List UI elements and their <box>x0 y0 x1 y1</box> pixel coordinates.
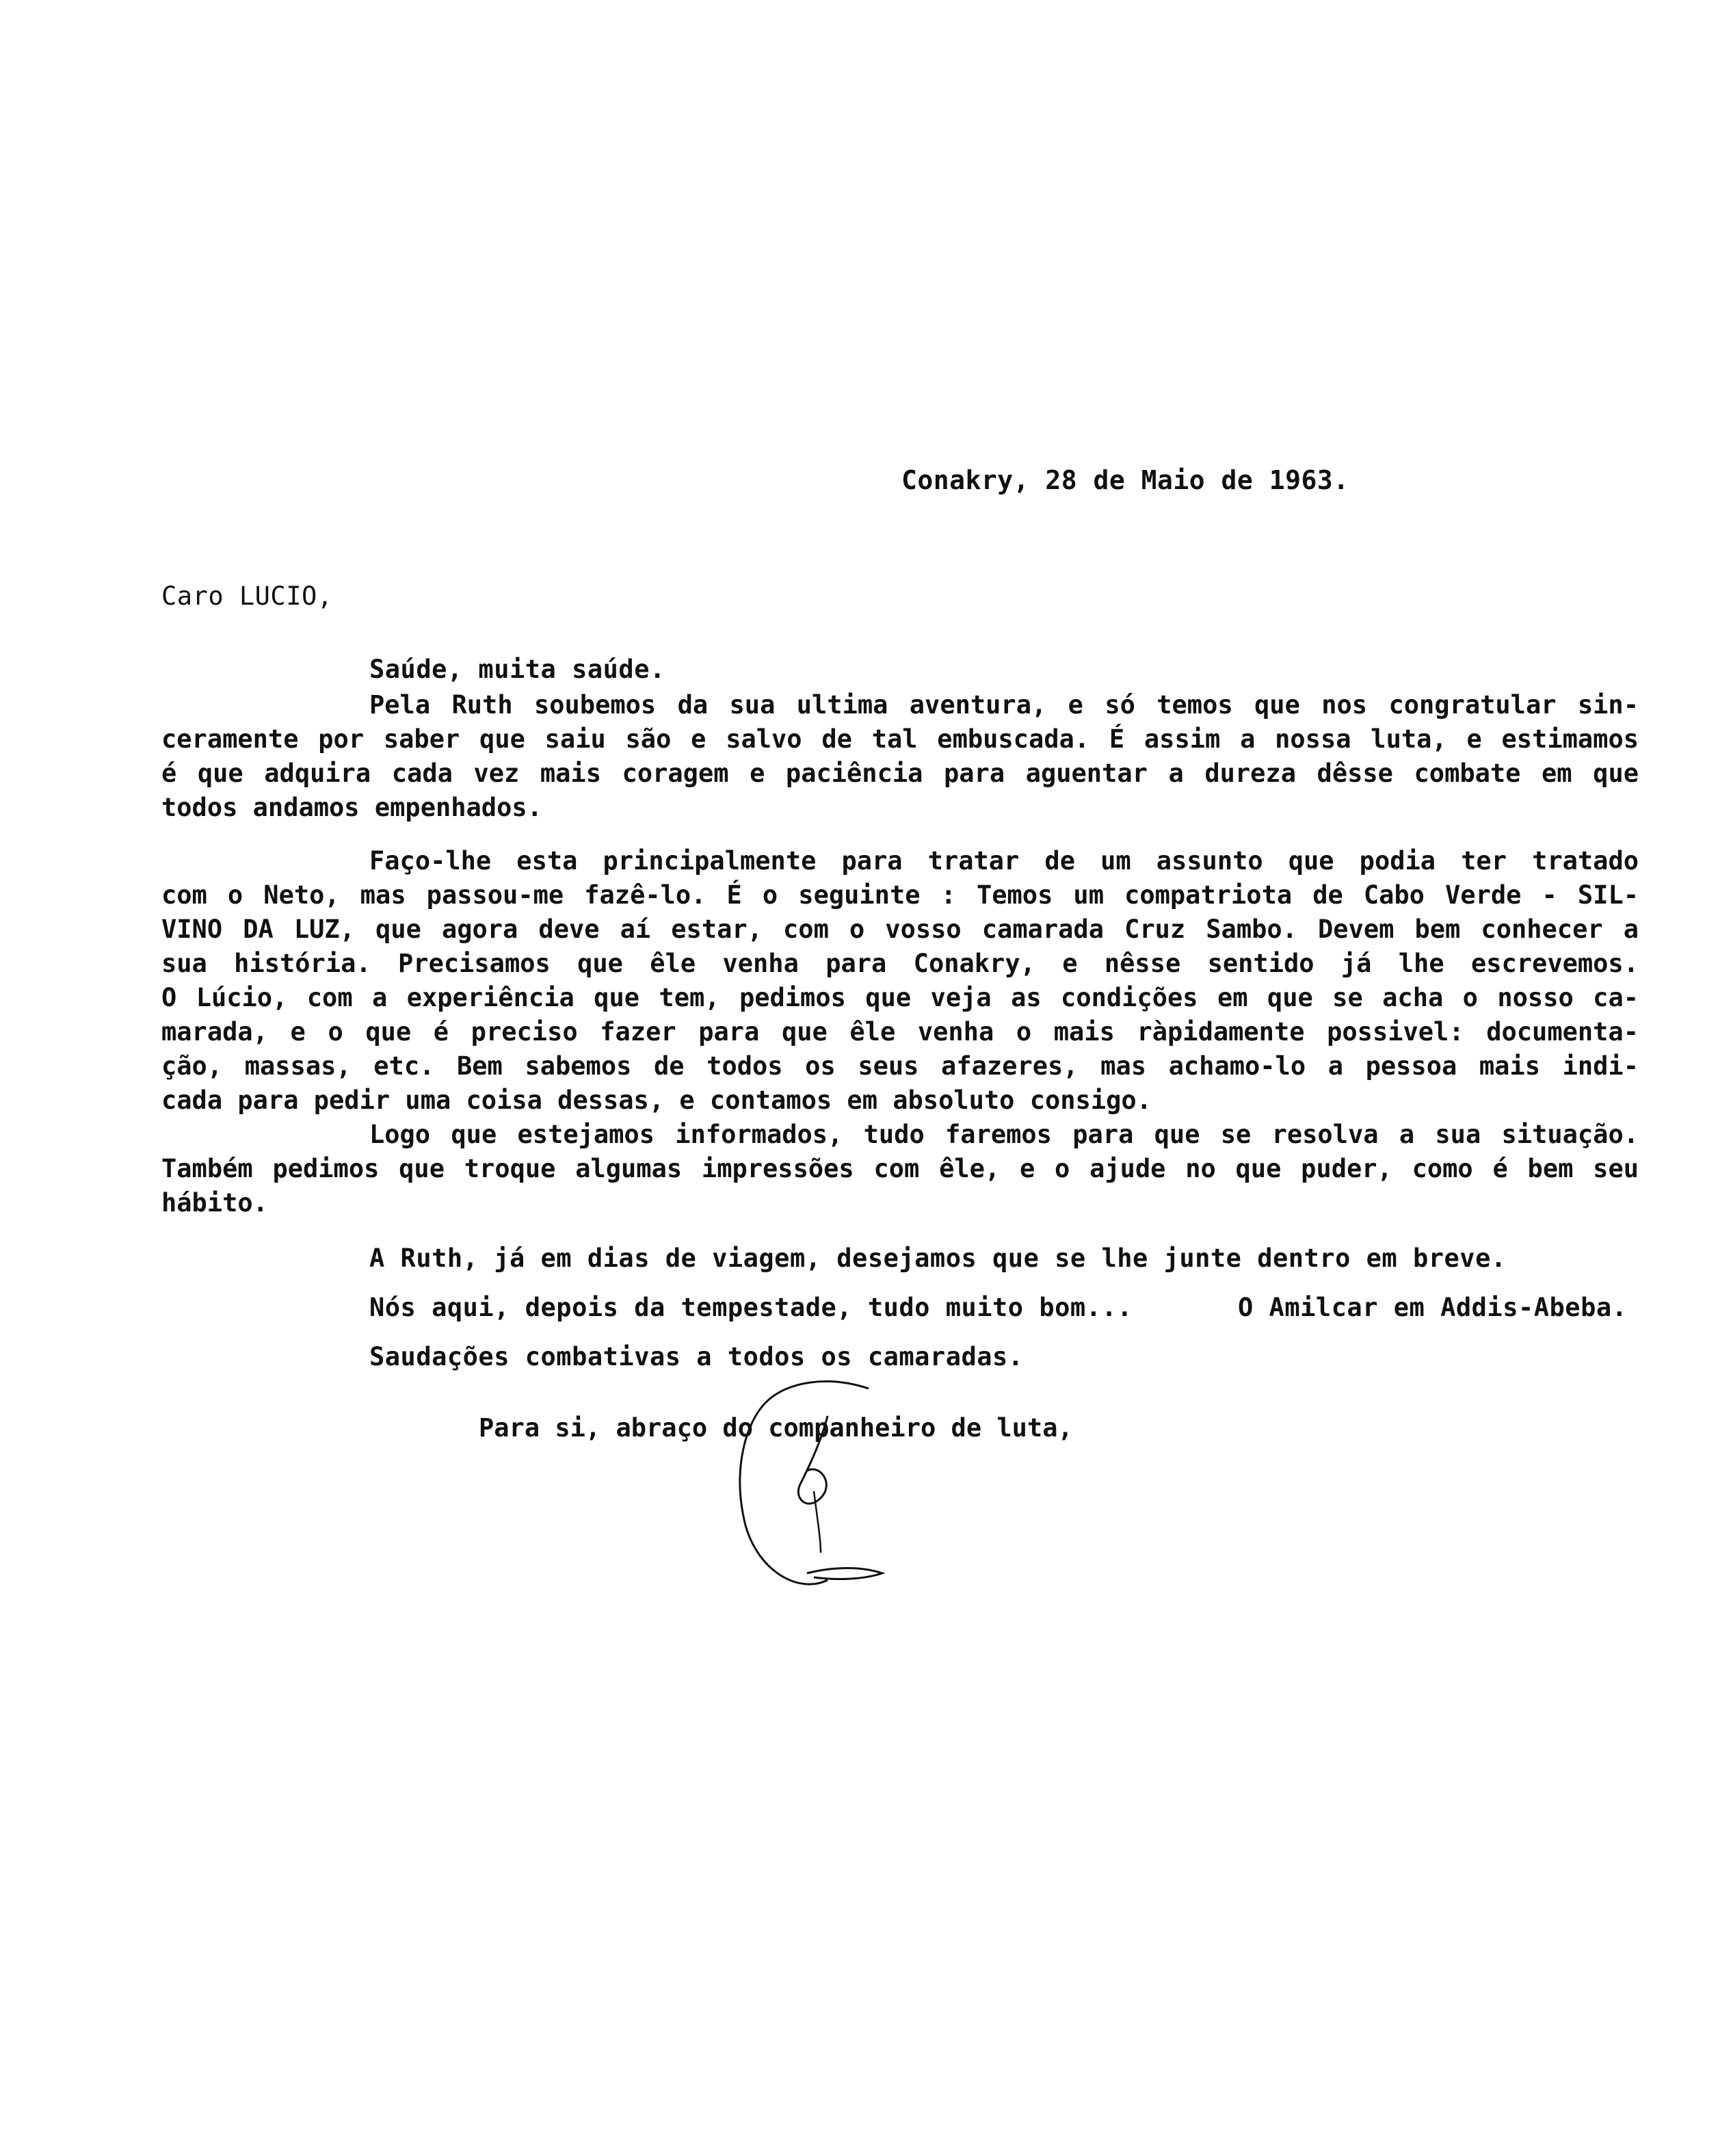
paragraph3-line: Também pedimos que troque algumas impressões com êle, e o ajude no que puder, como é bem seu <box>161 1154 1639 1183</box>
paragraph2-line: cada para pedir uma coisa dessas, e contamos em absoluto consigo. <box>161 1086 1152 1115</box>
paragraph2-line: VINO DA LUZ, que agora deve aí estar, com o vosso camarada Cruz Sambo. Devem bem conhecer a <box>161 915 1639 944</box>
paragraph2-line: sua história. Precisamos que êle venha para Conakry, e nêsse sentido já lhe escrevemos. <box>161 949 1639 978</box>
regards-line: Saudações combativas a todos os camaradas. <box>369 1342 1024 1371</box>
salutation: Caro LUCIO, <box>161 581 333 611</box>
paragraph3-line: hábito. <box>161 1188 268 1218</box>
paragraph1-line: Pela Ruth soubemos da sua ultima aventura, e só temos que nos congratular sin- <box>369 690 1639 720</box>
news-left: Nós aqui, depois da tempestade, tudo muito bom... <box>369 1293 1133 1322</box>
closing-line: Para si, abraço do companheiro de luta, <box>479 1413 1073 1443</box>
paragraph2-line: Faço-lhe esta principalmente para tratar de um assunto que podia ter tratado <box>369 846 1639 876</box>
paragraph2-line: O Lúcio, com a experiência que tem, pedimos que veja as condições em que se acha o nosso ca- <box>161 983 1639 1012</box>
paragraph1-line: todos andamos empenhados. <box>161 793 542 822</box>
greeting: Saúde, muita saúde. <box>369 655 665 684</box>
ruth-line: A Ruth, já em dias de viagem, desejamos que se lhe junte dentro em breve. <box>369 1244 1507 1273</box>
paragraph1-line: é que adquira cada vez mais coragem e paciência para aguentar a dureza dêsse combate em que <box>161 759 1639 788</box>
news-right: O Amilcar em Addis-Abeba. <box>1238 1293 1628 1322</box>
paragraph2-line: ção, massas, etc. Bem sabemos de todos os seus afazeres, mas achamo-lo a pessoa mais indi- <box>161 1051 1639 1081</box>
paragraph2-line: marada, e o que é preciso fazer para que êle venha o mais ràpidamente possivel: documenta- <box>161 1017 1639 1047</box>
handwritten-signature <box>725 1375 889 1601</box>
letter-date: Conakry, 28 de Maio de 1963. <box>901 465 1349 495</box>
paragraph2-line: com o Neto, mas passou-me fazê-lo. É o seguinte : Temos um compatriota de Cabo Verde - SIL- <box>161 880 1639 910</box>
paragraph3-line: Logo que estejamos informados, tudo faremos para que se resolva a sua situação. <box>369 1120 1639 1149</box>
paragraph1-line: ceramente por saber que saiu são e salvo de tal embuscada. É assim a nossa luta, e estimamos <box>161 724 1639 754</box>
